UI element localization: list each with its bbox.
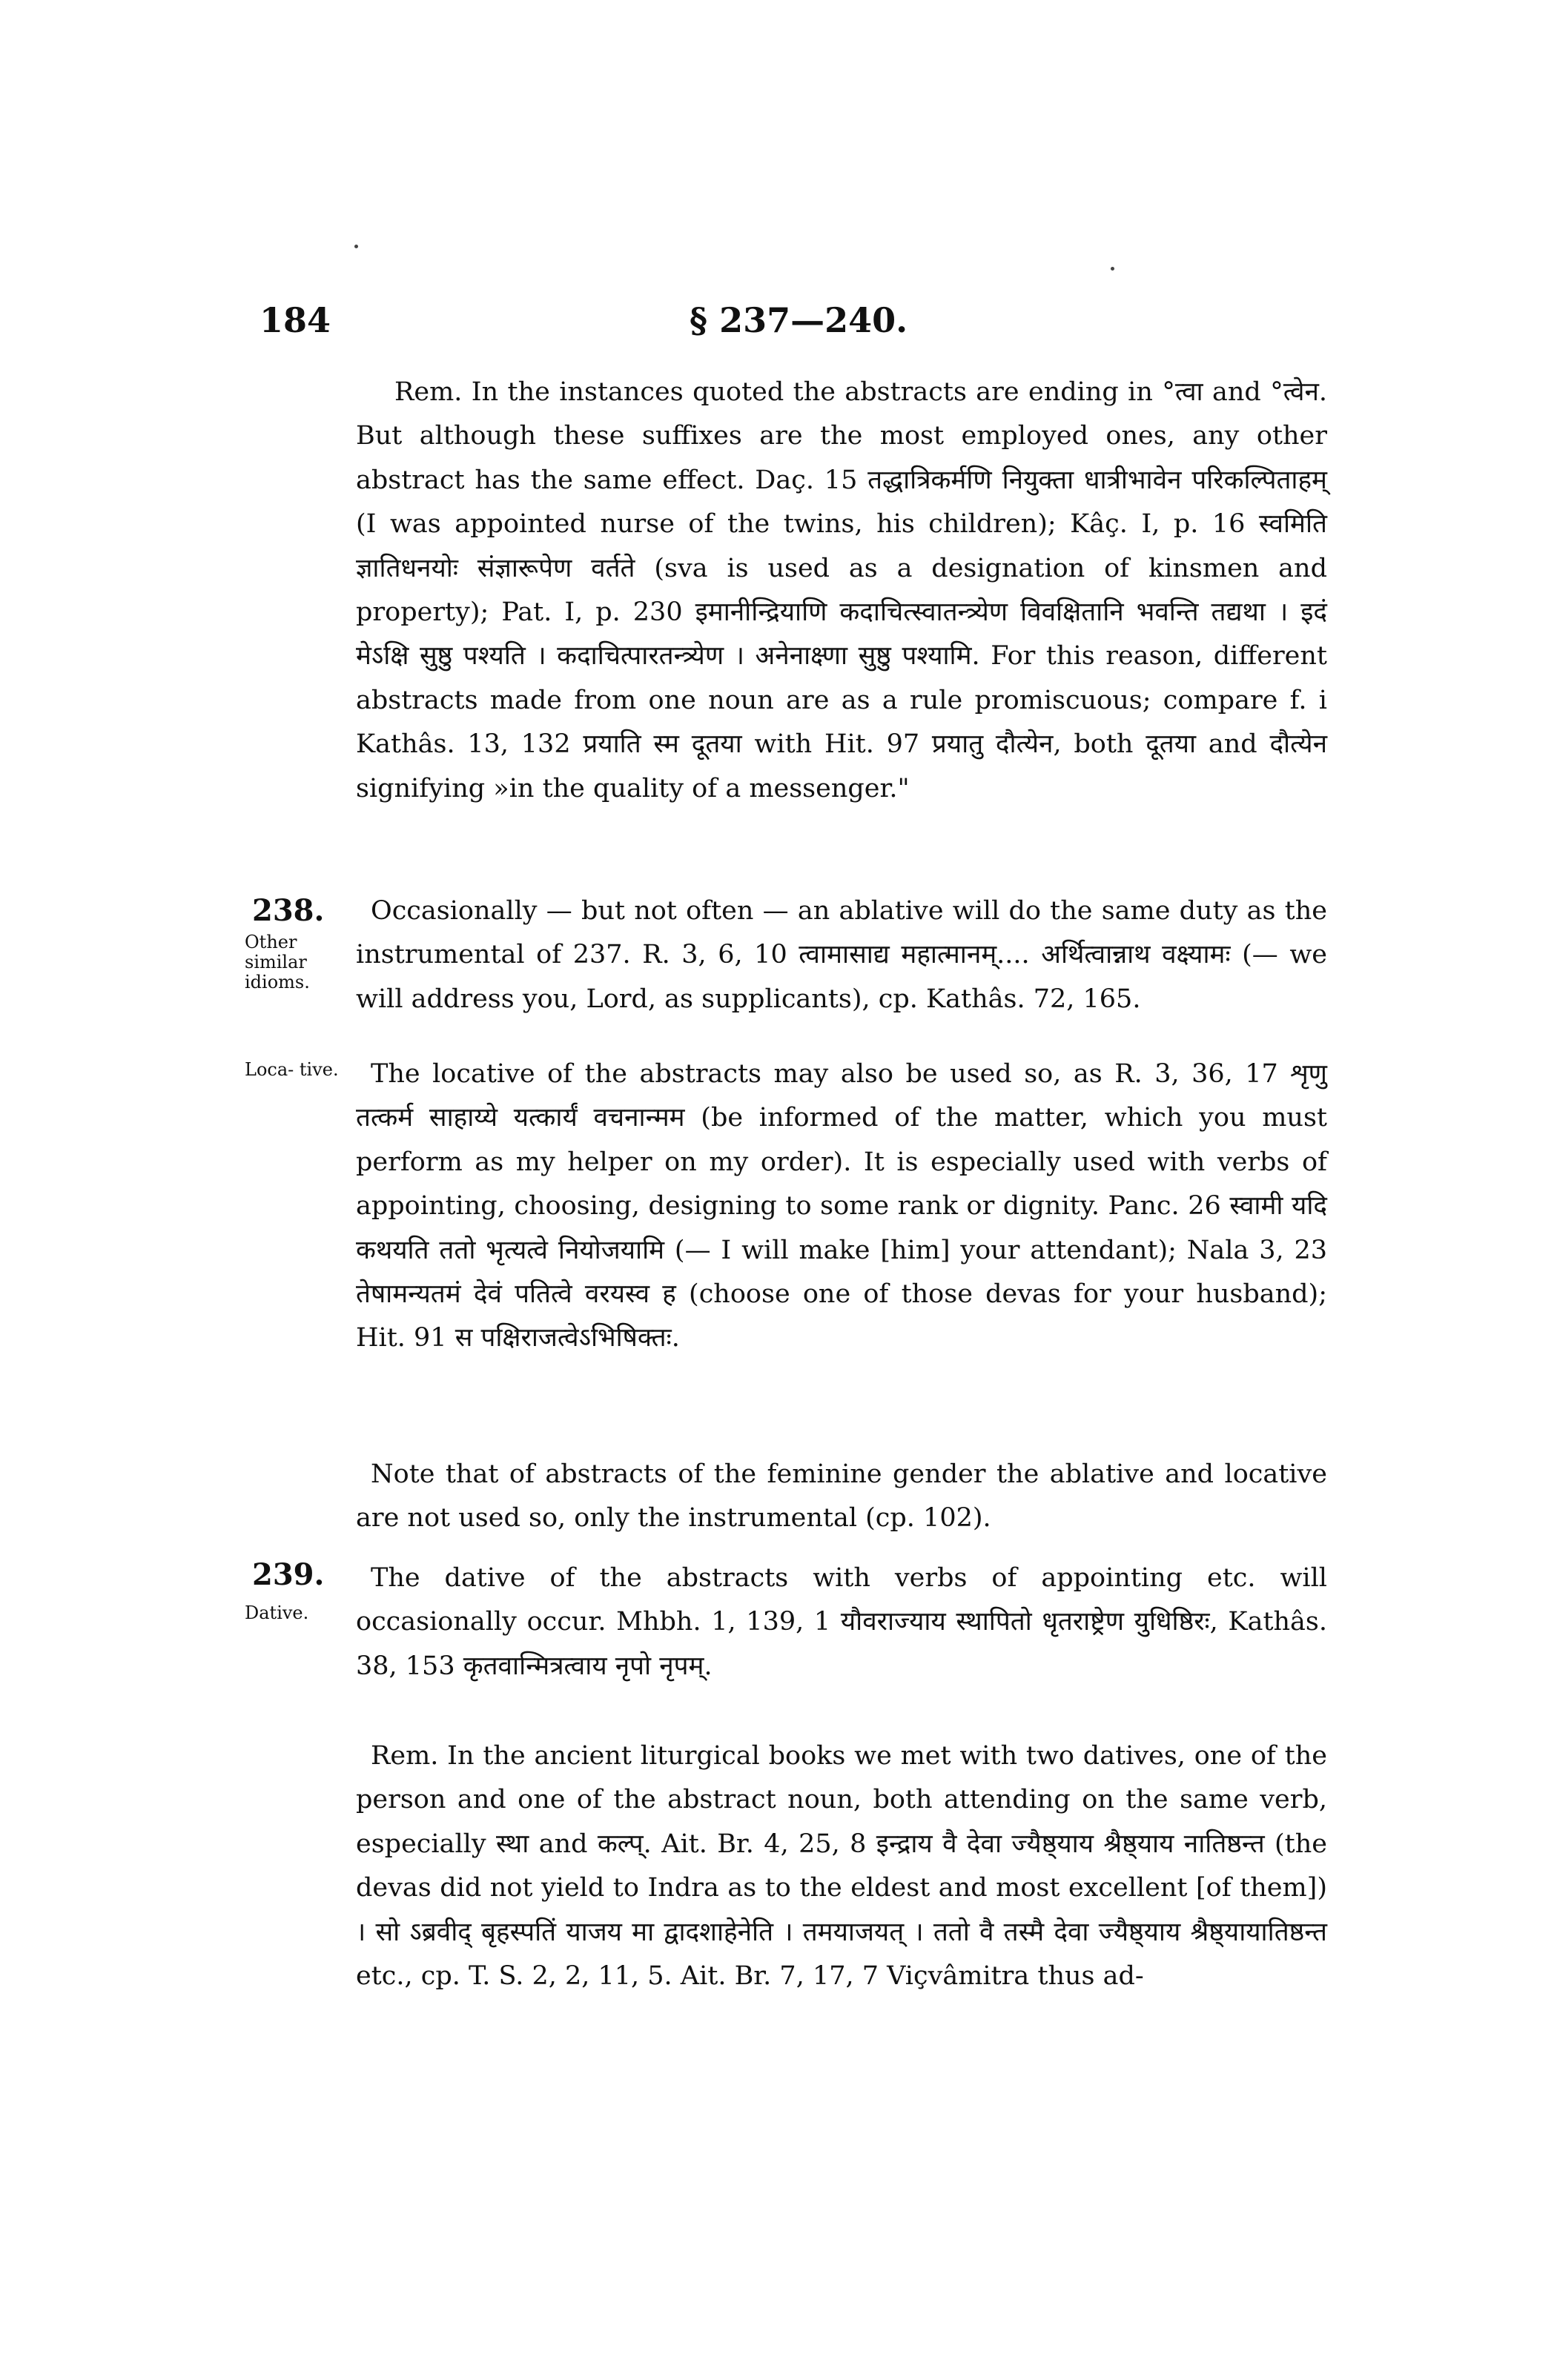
speck	[1111, 267, 1114, 271]
remark-2-text: Rem. In the ancient liturgical books we met with two datives, one of the person and one of the abstract noun, both attending on the same verb, especially स्था and कल्प्. Ait. Br. 4, 25, 8 इन्द्राय वै देवा ज्यैष्ठ्याय श्रैष्ठ्याय नातिष्ठन्त (the devas did not yield to Indra as to the eldest and most excellent [of them]) । सो ऽब्रवीद् बृहस्पतिं याजय मा द्वादशाहेनेति । तमयाजयत् । ततो वै तस्मै देवा ज्यैष्ठ्याय श्रैष्ठ्यायातिष्ठन्त etc., cp. T. S. 2, 2, 11, 5. Ait. Br. 7, 17, 7 Viçvâmitra thus ad-	[356, 1741, 1327, 1992]
page-number: 184	[260, 300, 331, 340]
margin-note-locative: Loca- tive.	[245, 1059, 339, 1080]
locative-paragraph	[356, 1053, 1327, 1361]
section-239-text: The dative of the abstracts with verbs of appointing etc. will occasionally occur. Mhbh. 1, 139, 1 यौवराज्याय स्थापितो धृतराष्ट्रेण युधिष्ठिरः, Kathâs. 38, 153 कृतवान्मित्रत्वाय नृपो नृपम्.	[356, 1563, 1327, 1681]
speck	[354, 245, 358, 248]
remark-paragraph-2	[356, 1734, 1327, 1998]
section-number-239: 239.	[252, 1557, 325, 1592]
note-paragraph	[356, 1453, 1327, 1541]
locative-text: The locative of the abstracts may also be used so, as R. 3, 36, 17 शृणु तत्कर्म साहाय्ये यत्कार्यं वचनान्मम (be informed of the matter, which you must perform as my helper on my order). It is especially used with verbs of appointing, choosing, designing to some rank or dignity. Panc. 26 स्वामी यदि कथयति ततो भृत्यत्वे नियोजयामि (— I will make [him] your attendant); Nala 3, 23 तेषामन्यतमं देवं पतित्वे वरयस्व ह (choose one of those devas for your husband); Hit. 91 स पक्षिराजत्वेऽभिषिक्तः.	[356, 1059, 1327, 1353]
remark-paragraph-1	[356, 371, 1327, 811]
section-238-paragraph	[356, 889, 1327, 1021]
remark-text: Rem. In the instances quoted the abstracts are ending in °त्वा and °त्वेन. But although these suffixes are the most employed ones, any other abstract has the same effect. Daç. 15 तद्धात्रिकर्मणि नियुक्ता धात्रीभावेन परिकल्पिताहम् (I was appointed nurse of the twins, his children); Kâç. I, p. 16 स्वमिति ज्ञातिधनयोः संज्ञारूपेण वर्तते (sva is used as a designation of kinsmen and property); Pat. I, p. 230 इमानीन्द्रियाणि कदाचित्स्वातन्त्र्येण विवक्षितानि भवन्ति तद्यथा । इदं मेऽक्षि सुष्ठु पश्यति । कदाचित्पारतन्त्र्येण । अनेनाक्ष्णा सुष्ठु पश्यामि. For this reason, different abstracts made from one noun are as a rule promiscuous; compare f. i Kathâs. 13, 132 प्रयाति स्म दूतया with Hit. 97 प्रयातु दौत्येन, both दूतया and दौत्येन signifying »in the quality of a messenger."	[356, 377, 1327, 803]
running-header	[260, 298, 1298, 342]
section-239-paragraph	[356, 1557, 1327, 1688]
section-number-238: 238.	[252, 893, 325, 928]
note-text: Note that of abstracts of the feminine gender the ablative and locative are not used so, only the instrumental (cp. 102).	[356, 1459, 1327, 1534]
section-range: § 237—240.	[690, 300, 908, 340]
margin-note-239: Dative.	[245, 1602, 309, 1623]
section-238-text: Occasionally — but not often — an ablative will do the same duty as the instrumental of 237. R. 3, 6, 10 त्वामासाद्य महात्मानम्.... अर्थित्वान्नाथ वक्ष्यामः (— we will address you, Lord, as supplicants), cp. Kathâs. 72, 165.	[356, 896, 1327, 1014]
margin-note-238: Other similar idioms.	[245, 932, 310, 992]
